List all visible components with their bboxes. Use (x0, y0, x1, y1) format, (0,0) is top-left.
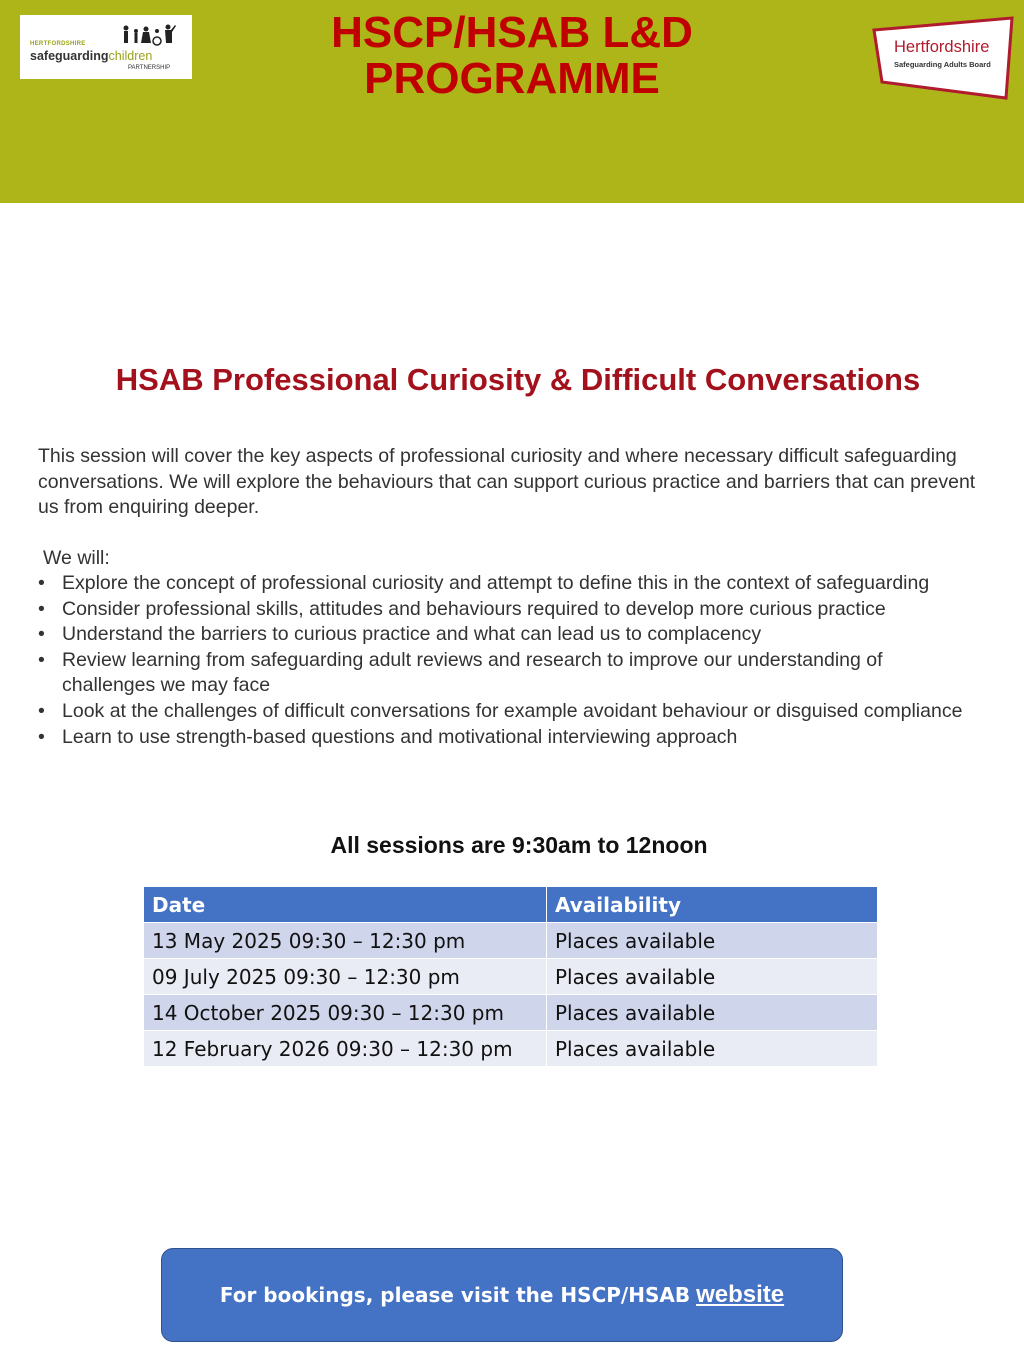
booking-box (161, 1248, 843, 1342)
learning-outcomes-list (38, 571, 978, 750)
table-row (144, 923, 878, 959)
hsab-logo-line1: Hertfordshire (894, 38, 990, 56)
table-row (144, 959, 878, 995)
session-date: 09 July 2025 09:30 – 12:30 pm (144, 959, 547, 995)
session-date: 13 May 2025 09:30 – 12:30 pm (144, 923, 547, 959)
hsab-logo (872, 16, 1018, 100)
list-item: • Learn to use strength-based questions and motivational interviewing approach (38, 725, 978, 751)
schedule-table (143, 886, 878, 1067)
booking-website-link[interactable]: website (696, 1281, 785, 1308)
hscp-logo-line1: HERTFORDSHIRE (30, 41, 86, 47)
column-header-date: Date (144, 887, 547, 923)
page-title-line2: PROGRAMME (364, 54, 660, 103)
list-item: • Consider professional skills, attitudes and behaviours required to develop more curious practice (38, 597, 978, 623)
list-item: • Look at the challenges of difficult conversations for example avoidant behaviour or disguised compliance (38, 699, 978, 725)
session-date: 12 February 2026 09:30 – 12:30 pm (144, 1031, 547, 1067)
hscp-logo-line3: PARTNERSHIP (128, 65, 171, 71)
booking-text: For bookings, please visit the HSCP/HSAB (219, 1283, 691, 1307)
hscp-logo-children: children (108, 49, 153, 63)
hscp-logo-wordmark (30, 49, 152, 63)
list-item: • Understand the barriers to curious practice and what can lead us to complacency (38, 622, 978, 648)
hsab-logo-line2: Safeguarding Adults Board (894, 60, 991, 69)
we-will-label: We will: (43, 547, 110, 569)
page-title-line1: HSCP/HSAB L&D (331, 8, 693, 57)
table-row (144, 1031, 878, 1067)
table-header-row (144, 887, 878, 923)
page-title (262, 10, 762, 102)
session-availability: Places available (547, 923, 878, 959)
table-row (144, 995, 878, 1031)
list-item: • Explore the concept of professional curiosity and attempt to define this in the context of safeguarding (38, 571, 978, 597)
session-availability: Places available (547, 1031, 878, 1067)
children-figures-icon (120, 23, 180, 49)
course-intro: This session will cover the key aspects of professional curiosity and where necessary difficult safeguarding conversations. We will explore the behaviours that can support curious practice and barriers that can prevent us from enquiring deeper. (38, 445, 976, 519)
list-item: • Review learning from safeguarding adult reviews and research to improve our understanding of challenges we may face (38, 648, 978, 699)
column-header-availability: Availability (547, 887, 878, 923)
course-title: HSAB Professional Curiosity & Difficult Conversations (115, 362, 921, 397)
sessions-note: All sessions are 9:30am to 12noon (330, 832, 708, 858)
hsab-logo-frame-icon (872, 16, 1018, 100)
hscp-logo-safeguarding: safeguarding (30, 49, 109, 63)
session-availability: Places available (547, 995, 878, 1031)
hscp-logo (20, 15, 192, 79)
session-date: 14 October 2025 09:30 – 12:30 pm (144, 995, 547, 1031)
session-availability: Places available (547, 959, 878, 995)
